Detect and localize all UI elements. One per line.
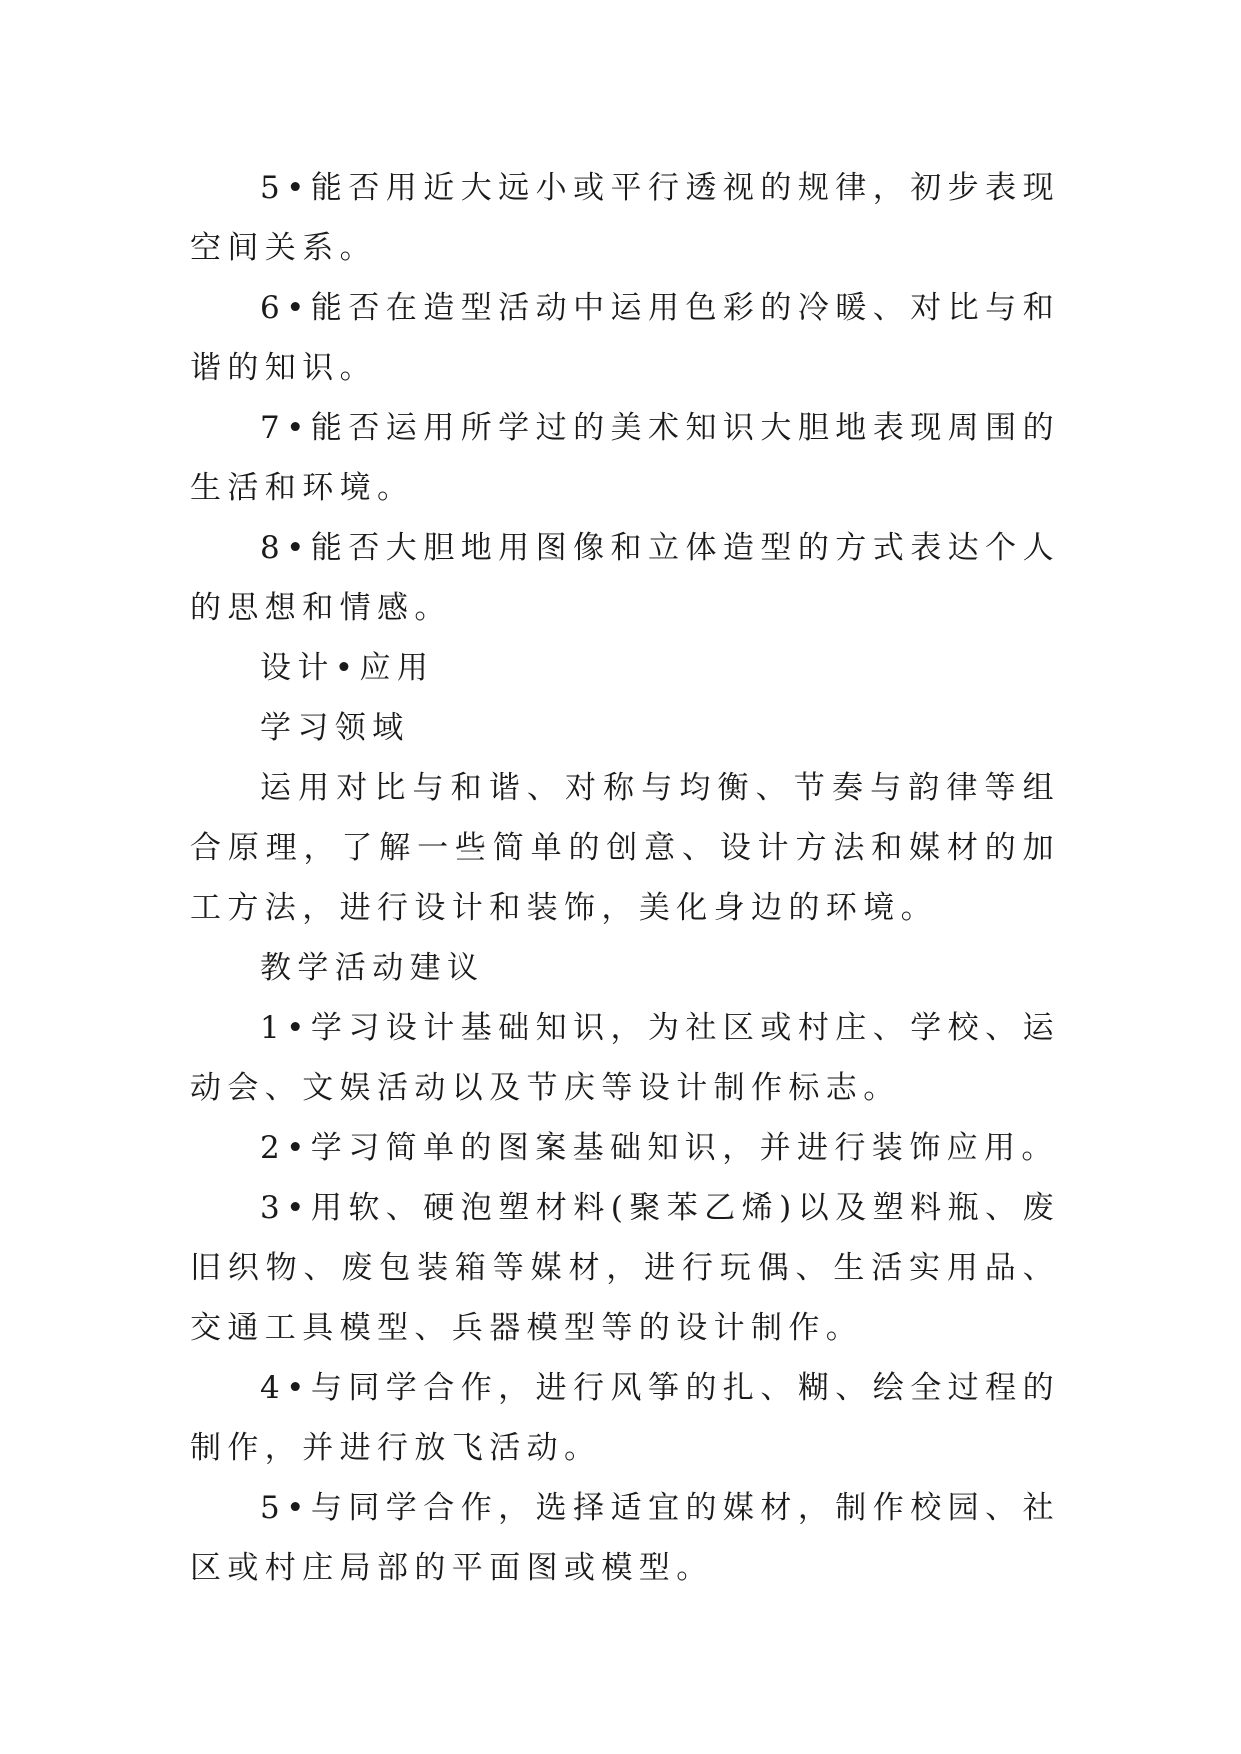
paragraph-item-7-art-knowledge: 7•能否运用所学过的美术知识大胆地表现周围的生活和环境。 (190, 410, 1060, 506)
section-heading-design-application: 设计•应用 (260, 650, 435, 686)
paragraph-suggestion-5-floor-plan: 5•与同学合作，选择适宜的媒材，制作校园、社区或村庄局部的平面图或模型。 (190, 1490, 1060, 1586)
section-heading-learning-area: 学习领域 (260, 710, 410, 746)
paragraph-suggestion-4-kite: 4•与同学合作，进行风筝的扎、糊、绘全过程的制作，并进行放飞活动。 (190, 1370, 1060, 1466)
paragraph-item-6-color: 6•能否在造型活动中运用色彩的冷暖、对比与和谐的知识。 (190, 290, 1060, 386)
paragraph-item-8-expression: 8•能否大胆地用图像和立体造型的方式表达个人的思想和情感。 (190, 530, 1060, 626)
paragraph-learning-area-description: 运用对比与和谐、对称与均衡、节奏与韵律等组合原理，了解一些简单的创意、设计方法和媒材的加工方法，进行设计和装饰，美化身边的环境。 (190, 770, 1060, 926)
document-body (190, 158, 1060, 1598)
section-heading-teaching-suggestions: 教学活动建议 (260, 950, 485, 986)
paragraph-suggestion-1-logo-design: 1•学习设计基础知识，为社区或村庄、学校、运动会、文娱活动以及节庆等设计制作标志。 (190, 1010, 1060, 1106)
paragraph-suggestion-3-materials: 3•用软、硬泡塑材料(聚苯乙烯)以及塑料瓶、废旧织物、废包装箱等媒材，进行玩偶、生活实用品、交通工具模型、兵器模型等的设计制作。 (190, 1190, 1060, 1346)
paragraph-suggestion-2-pattern: 2•学习简单的图案基础知识，并进行装饰应用。 (260, 1130, 1059, 1166)
paragraph-item-5-perspective: 5•能否用近大远小或平行透视的规律，初步表现空间关系。 (190, 170, 1060, 266)
